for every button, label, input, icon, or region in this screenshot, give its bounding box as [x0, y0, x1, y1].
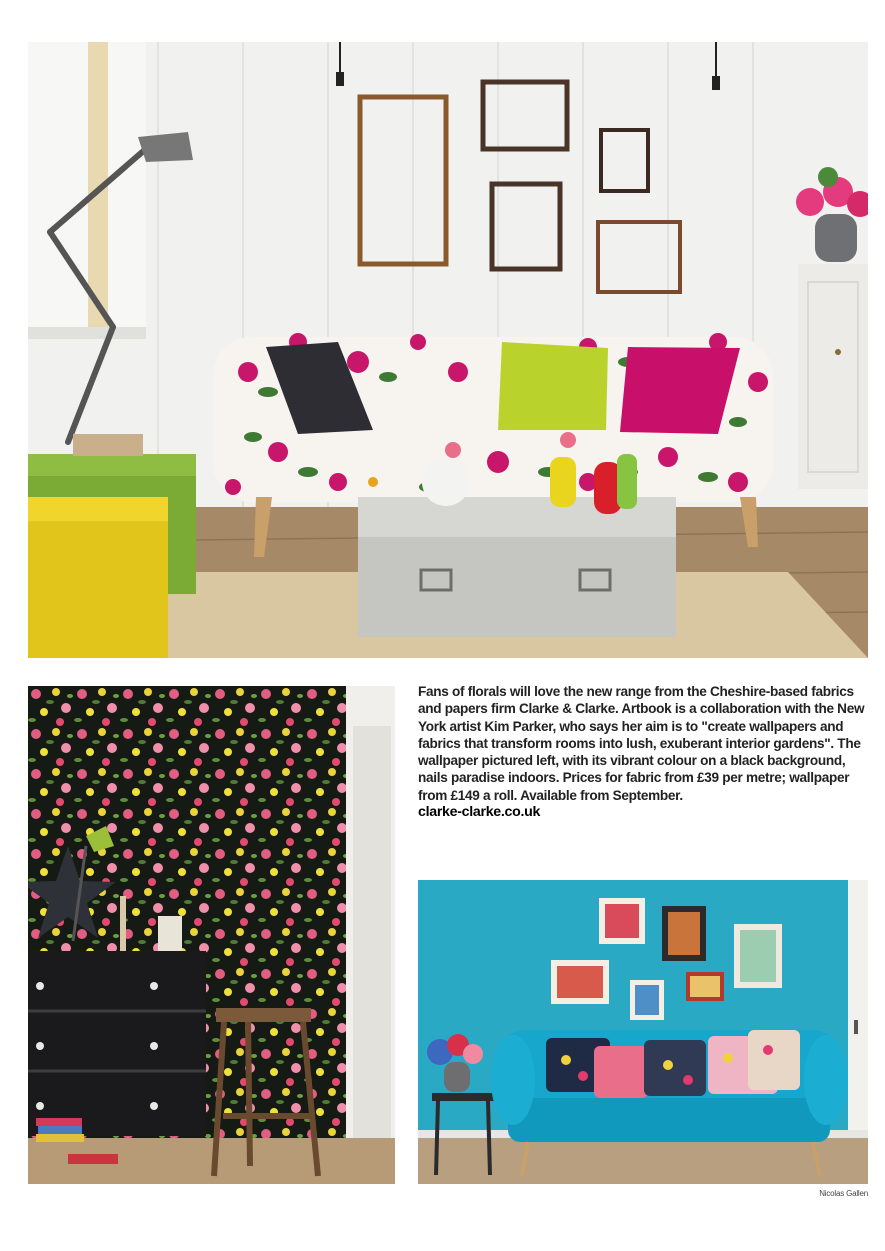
website-link[interactable]: clarke-clarke.co.uk — [418, 804, 541, 821]
wallpaper-room-photo — [28, 686, 395, 1184]
article-body — [418, 683, 870, 821]
living-room-photo — [28, 42, 868, 658]
living-room-illustration — [28, 42, 868, 658]
photo-credit: Nicolas Gallen — [819, 1189, 868, 1198]
teal-room-illustration — [418, 880, 868, 1184]
teal-room-photo — [418, 880, 868, 1184]
wallpaper-room-illustration — [28, 686, 395, 1184]
article-paragraph: Fans of florals will love the new range from the Cheshire-based fabrics and papers firm Clarke & Clarke. Artbook is a collaboration with the New York artist Kim Parker, who says her aim is to "create wallpapers and fabrics that transform rooms into lush, exuberant interior gardens". The wallpaper pictured left, with its vibrant colour on a black background, nails paradise indoors. Prices for fabric from £39 per metre; wallpaper from £149 a roll. Available from September. — [418, 684, 865, 803]
